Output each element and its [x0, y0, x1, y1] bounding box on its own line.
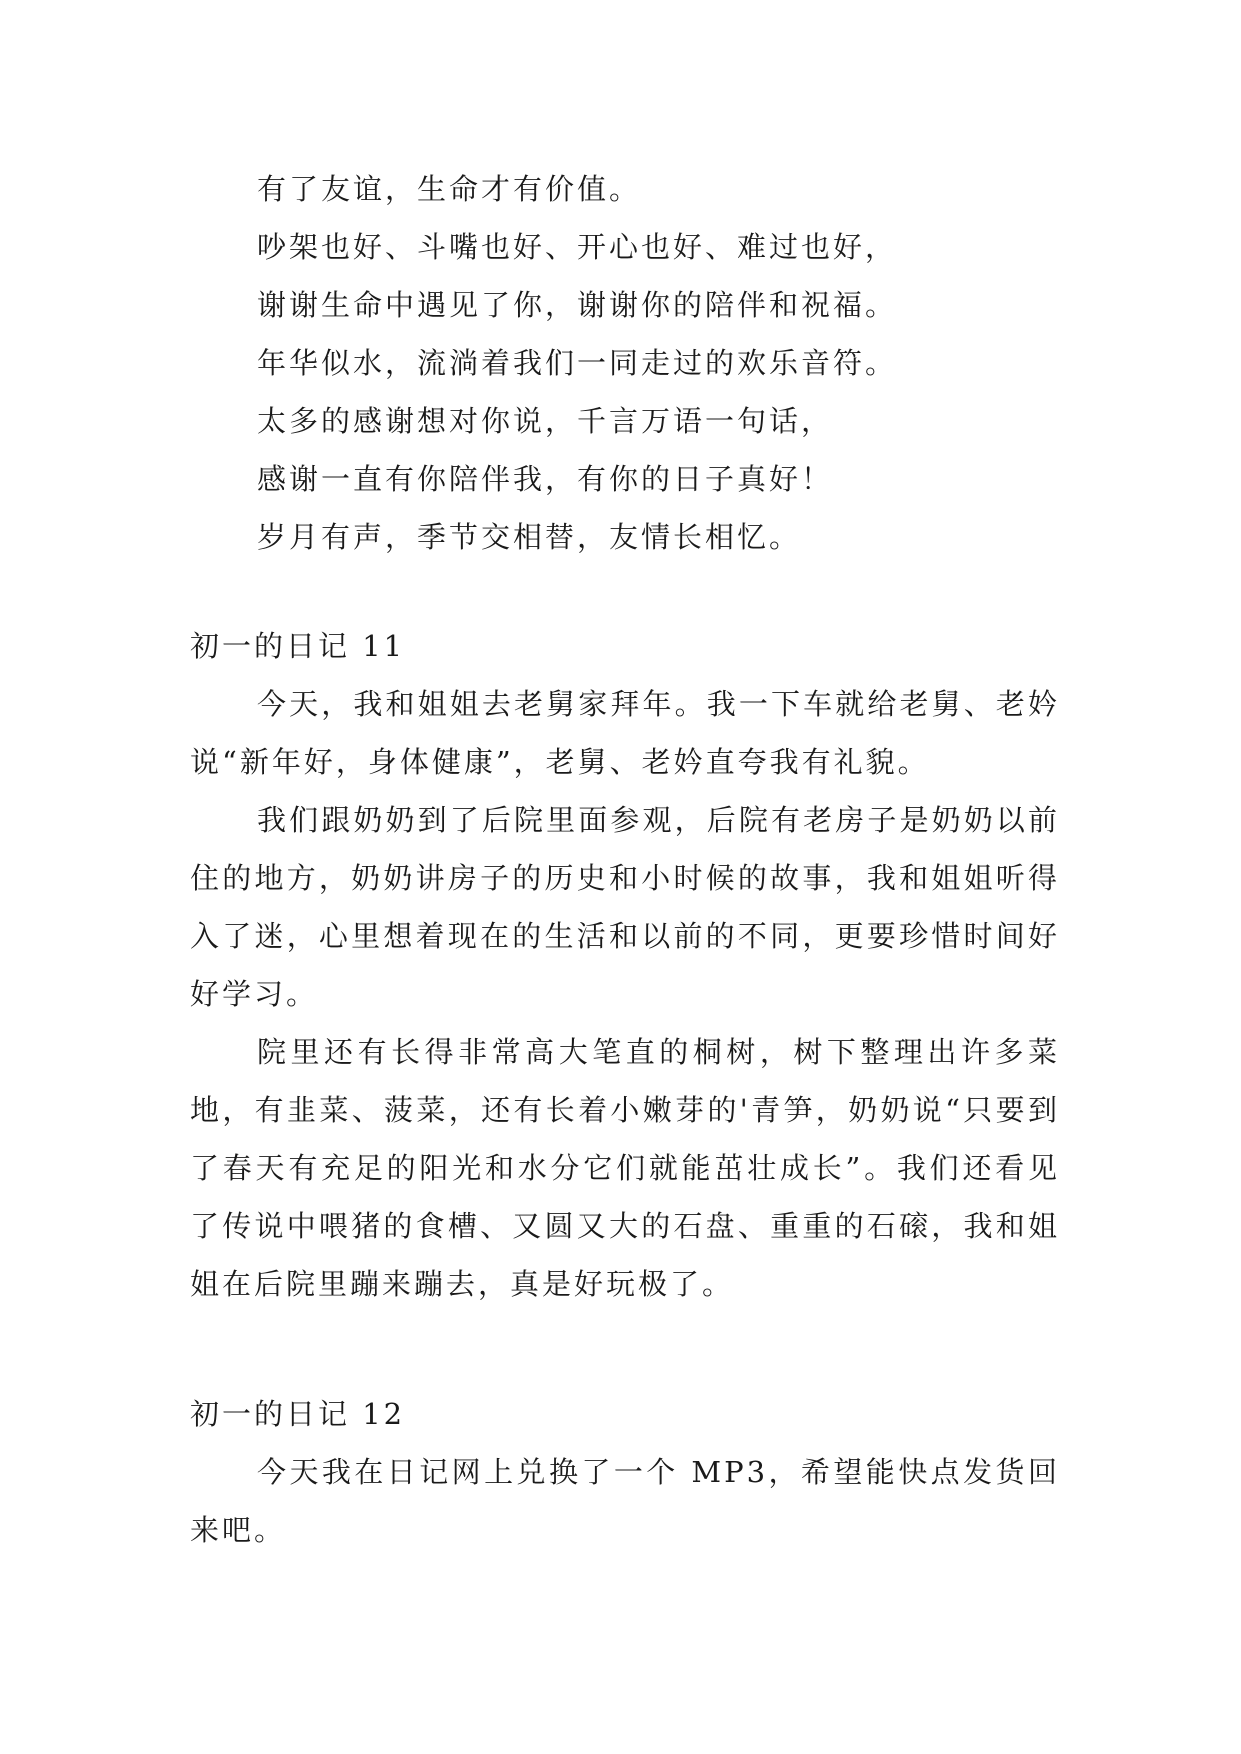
entry-heading: 初一的日记 12 [190, 1397, 406, 1431]
diary-entry-11 [190, 617, 1060, 1313]
poem-line: 吵架也好、斗嘴也好、开心也好、难过也好， [257, 230, 898, 264]
poem-line: 感谢一直有你陪伴我，有你的日子真好！ [257, 462, 834, 496]
poem-line: 太多的感谢想对你说，千言万语一句话， [257, 404, 834, 438]
entry-paragraph: 我们跟奶奶到了后院里面参观，后院有老房子是奶奶以前住的地方，奶奶讲房子的历史和小时候的故事，我和姐姐听得入了迷，心里想着现在的生活和以前的不同，更要珍惜时间好好学习。 [190, 803, 1060, 1011]
entry-paragraph: 院里还有长得非常高大笔直的桐树，树下整理出许多菜地，有韭菜、菠菜，还有长着小嫩芽的'青笋，奶奶说“只要到了春天有充足的阳光和水分它们就能茁壮成长”。我们还看见了传说中喂猪的食槽、又圆又大的石盘、重重的石磙，我和姐姐在后院里蹦来蹦去，真是好玩极了。 [190, 1035, 1060, 1301]
poem-block [190, 160, 1060, 566]
diary-entry-12 [190, 1385, 1060, 1559]
poem-line: 谢谢生命中遇见了你，谢谢你的陪伴和祝福。 [257, 288, 898, 322]
entry-heading: 初一的日记 11 [190, 629, 406, 663]
poem-line: 年华似水，流淌着我们一同走过的欢乐音符。 [257, 346, 898, 380]
poem-line: 有了友谊，生命才有价值。 [257, 172, 642, 206]
entry-paragraph: 今天，我和姐姐去老舅家拜年。我一下车就给老舅、老妗说“新年好，身体健康”，老舅、老妗直夸我有礼貌。 [190, 687, 1060, 779]
entry-paragraph: 今天我在日记网上兑换了一个 MP3，希望能快点发货回来吧。 [190, 1455, 1060, 1547]
poem-line: 岁月有声，季节交相替，友情长相忆。 [257, 520, 802, 554]
